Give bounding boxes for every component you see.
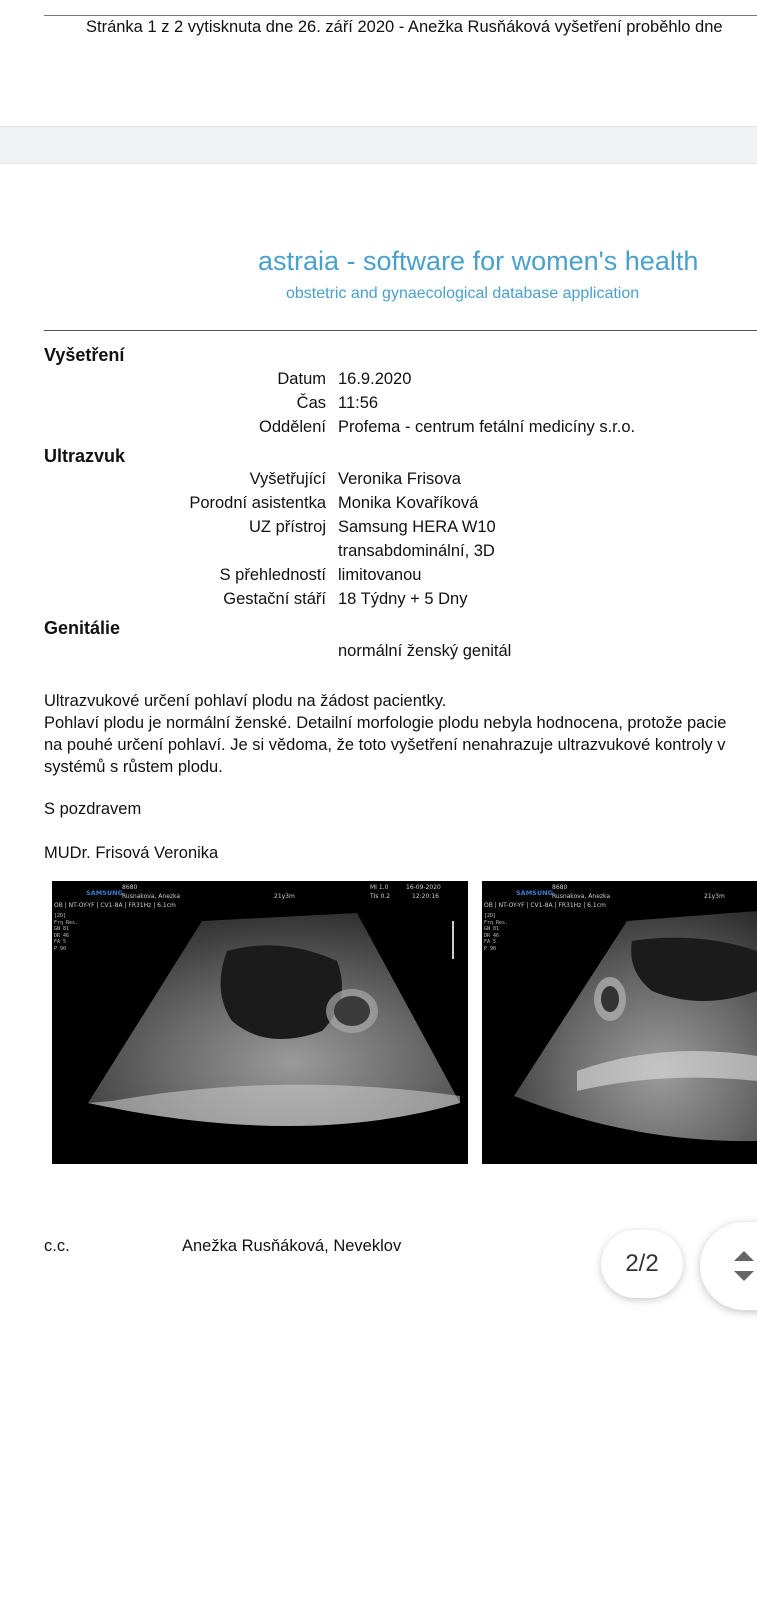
ultrasound-probe: OB | NT-OY-YF | CV1-8A | FR31Hz | 6.1cm (54, 902, 176, 909)
ultrasound-setting: FA 5 (54, 939, 67, 945)
vysetrujici-label: Vyšetřující (249, 470, 326, 488)
ultrasound-tis: TIs 0.2 (370, 893, 391, 900)
signature: MUDr. Frisová Veronika (44, 844, 219, 862)
vysetrujici-value: Veronika Frisova (338, 470, 461, 488)
print-header: Stránka 1 z 2 vytisknuta dne 26. září 2020 - Anežka Rusňáková vyšetření proběhlo dne (86, 18, 723, 36)
genitalie-value: normální ženský genitál (338, 642, 512, 660)
ultrasound-age: 21y3m (704, 893, 725, 900)
oddeleni-label: Oddělení (259, 418, 326, 436)
ultrasound-image-1 (52, 881, 468, 1164)
ultrasound-setting: DR 46 (484, 932, 500, 939)
asistentka-value: Monika Kovaříková (338, 494, 479, 512)
ultrasound-setting: P 90 (54, 945, 67, 952)
ultrasound-patient: Rusnakova, Anezka (552, 893, 611, 900)
ultrasound-setting: GN 81 (54, 926, 70, 932)
scroll-button[interactable] (700, 1222, 757, 1310)
ultrasound-setting: DR 46 (54, 932, 70, 939)
ultrasound-scan-1 (52, 881, 468, 1164)
ultrasound-time: 12:20:16 (412, 893, 439, 900)
section-genitalie: Genitálie (44, 618, 121, 638)
page-separator (0, 126, 757, 164)
cas-label: Čas (296, 394, 326, 412)
pristroj-label: UZ přístroj (248, 518, 326, 536)
prehlednost-value: limitovanou (338, 566, 422, 584)
ultrasound-setting: Frq Res. (54, 919, 79, 926)
brand-subtitle: obstetric and gynaecological database application (286, 285, 640, 302)
text-line-3: na pouhé určení pohlaví. Je si vědoma, že toto vyšetření nenahrazuje ultrazvukové kontroly v (44, 736, 726, 754)
up-down-arrows-icon (724, 1242, 757, 1292)
gestacni-stari-value: 18 Týdny + 5 Dny (338, 590, 468, 608)
ultrasound-id: 8680 (122, 884, 138, 891)
brand-title: astraia - software for women's health (258, 246, 699, 276)
ultrasound-id: 8680 (552, 884, 568, 891)
ultrasound-brand: SAMSUNG (516, 889, 553, 897)
text-line-4: systémů s růstem plodu. (44, 758, 223, 776)
ultrasound-brand: SAMSUNG (86, 889, 123, 897)
greeting: S pozdravem (44, 800, 142, 818)
datum-value: 16.9.2020 (338, 370, 412, 388)
pristroj-value: Samsung HERA W10 (338, 518, 496, 536)
text-line-2: Pohlaví plodu je normální ženské. Detailní morfologie plodu nebyla hodnocena, protože pacie (44, 714, 727, 732)
previous-page-tail (0, 0, 757, 126)
ultrasound-setting: GN 81 (484, 926, 500, 932)
ultrasound-scan-2 (482, 881, 757, 1164)
section-vysetreni: Vyšetření (44, 345, 125, 365)
asistentka-label: Porodní asistentka (189, 494, 326, 512)
ultrasound-setting: FA 5 (484, 939, 497, 945)
ultrasound-patient: Rusnakova, Anezka (122, 893, 181, 900)
ultrasound-setting: Frq Res. (484, 919, 509, 926)
text-line-1: Ultrazvukové určení pohlaví plodu na žádost pacientky. (44, 692, 447, 710)
page-indicator: 2/2 (601, 1230, 683, 1298)
ultrasound-image-2 (482, 881, 757, 1164)
ultrasound-setting: P 90 (484, 945, 497, 952)
section-ultrazvuk: Ultrazvuk (44, 446, 126, 466)
prehlednost-label: S přehledností (219, 566, 326, 584)
datum-label: Datum (277, 370, 326, 388)
cc-value: Anežka Rusňáková, Neveklov (182, 1237, 402, 1255)
ultrasound-setting: [2D] (54, 913, 67, 919)
header-rule (44, 15, 757, 16)
ultrasound-mi: MI 1.0 (370, 884, 389, 891)
cc-label: c.c. (44, 1237, 70, 1255)
section-rule (44, 330, 757, 331)
oddeleni-value: Profema - centrum fetální medicíny s.r.o. (338, 418, 636, 436)
gestacni-stari-label: Gestační stáří (223, 590, 326, 608)
pristroj-mode-value: transabdominální, 3D (338, 542, 495, 560)
ultrasound-date: 16-09-2020 (406, 884, 441, 891)
cas-value: 11:56 (338, 394, 379, 412)
ultrasound-age: 21y3m (274, 893, 295, 900)
ultrasound-probe: OB | NT-OY-YF | CV1-8A | FR31Hz | 6.1cm (484, 902, 606, 909)
ultrasound-setting: [2D] (484, 913, 497, 919)
